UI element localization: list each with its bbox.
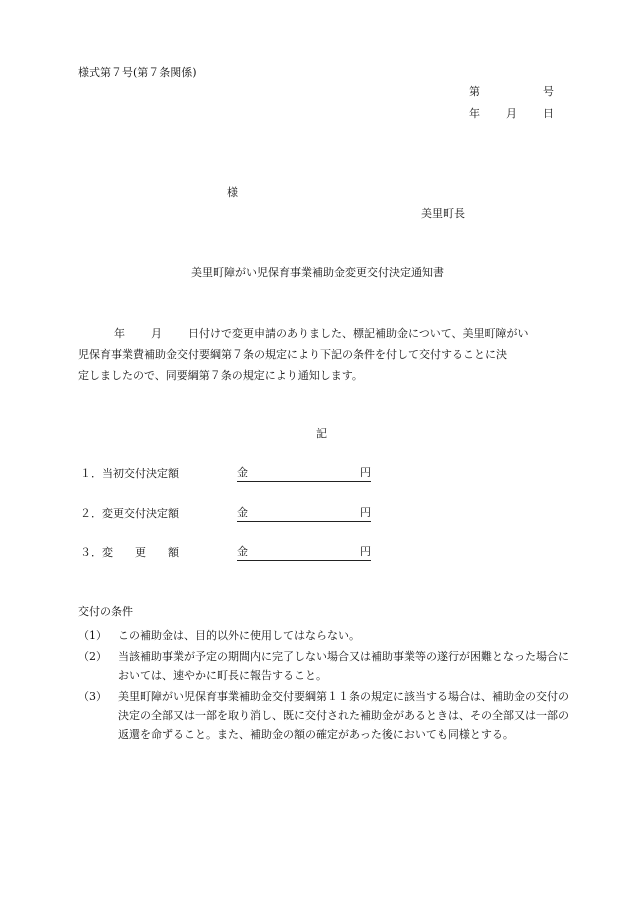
doc-number-go: 号 — [543, 85, 554, 98]
date-year: 年 — [469, 107, 480, 120]
condition-number: （2） — [78, 650, 107, 663]
date-day: 日 — [543, 107, 554, 120]
body-line-2: 児保育事業費補助金交付要綱第７条の規定により下記の条件を付して交付することに決 — [78, 348, 507, 361]
amount-prefix: 金 — [237, 466, 248, 479]
conditions-heading: 交付の条件 — [78, 605, 133, 618]
form-number: 様式第７号(第７条関係) — [78, 66, 197, 79]
amount-prefix: 金 — [237, 506, 248, 519]
body-line-1 — [78, 323, 578, 344]
doc-number-dai: 第 — [469, 85, 480, 98]
conditions-list — [78, 626, 578, 746]
item-label-2: ２．変更交付決定額 — [80, 507, 179, 520]
condition-item — [78, 647, 578, 685]
amount-suffix: 円 — [360, 545, 371, 558]
amount-suffix: 円 — [360, 506, 371, 519]
condition-item — [78, 626, 578, 645]
body-date-month: 月 — [151, 327, 162, 340]
body-line-3: 定しましたので、同要綱第７条の規定により通知します。 — [78, 369, 363, 382]
body-date-year: 年 — [114, 327, 125, 340]
ki-heading: 記 — [316, 427, 327, 440]
condition-text: この補助金は、目的以外に使用してはならない。 — [118, 629, 360, 642]
condition-text: 当該補助事業が予定の期間内に完了しない場合又は補助事業等の遂行が困難となった場合においては、速やかに町長に報告すること。 — [118, 650, 569, 682]
issuer: 美里町長 — [421, 207, 465, 220]
page-title: 美里町障がい児保育事業補助金変更交付決定通知書 — [191, 266, 444, 279]
body-paragraph — [78, 323, 578, 386]
condition-item — [78, 687, 578, 744]
amount-field-1 — [237, 467, 371, 482]
amount-field-2 — [237, 507, 371, 522]
condition-number: （1） — [78, 629, 107, 642]
item-label-1: １．当初交付決定額 — [80, 467, 179, 480]
item-label-3: ３．変 更 額 — [80, 546, 179, 559]
condition-text: 美里町障がい児保育事業補助金交付要綱第１１条の規定に該当する場合は、補助金の交付の決定の全部又は一部を取り消し、既に交付された補助金があるときは、その全部又は一部の返還を命ずること。また、補助金の額の確定があった後においても同様とする。 — [118, 690, 569, 741]
amount-field-3 — [237, 546, 371, 561]
amount-suffix: 円 — [360, 466, 371, 479]
amount-prefix: 金 — [237, 545, 248, 558]
body-line-1-text: 日付けで変更申請のありました、標記補助金について、美里町障がい — [188, 327, 529, 340]
condition-number: （3） — [78, 690, 107, 703]
date-month: 月 — [506, 107, 517, 120]
addressee-suffix: 様 — [227, 186, 238, 199]
